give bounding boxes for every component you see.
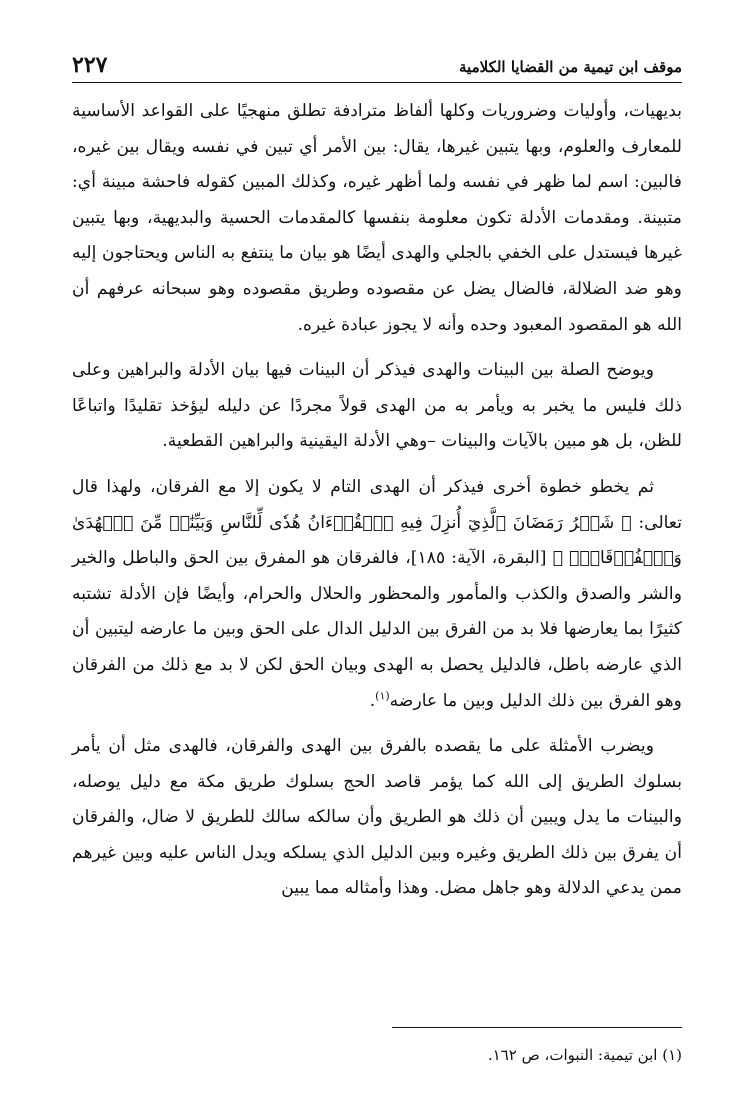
footnote: (١) ابن تيمية: النبوات، ص ١٦٢. <box>487 1046 682 1064</box>
paragraph-3-continuation: ، فالفرقان هو المفرق بين الحق والباطل والخير والشر والصدق والكذب والمأمور والمحظور والحلال والحرام، وأيضًا فإن الأدلة تشتبه كثيرًا بما يعارضها فلا بد من الفرق بين الدليل الدال على الحق وبين ما عارضه ليتبين أن الذي عارضه باطل، فالدليل يحصل به الهدى وبيان الحق لكن لا بد مع ذلك من الفرقان وهو الفرق بين ذلك الدليل وبين ما عارضه <box>72 548 682 711</box>
quran-verse: ﴿ شَهۡرُ رَمَضَانَ ٱلَّذِيٓ أُنزِلَ فِيهِ ٱلۡقُرۡءَانُ هُدٗى لِّلنَّاسِ وَبَيِّنَٰتٖ مِّنَ ٱلۡهُدَىٰ وَٱلۡفُرۡقَانِۚ ﴾ <box>72 512 682 569</box>
verse-citation: [البقرة، الآية: ١٨٥] <box>410 548 547 569</box>
header-rule <box>72 82 682 83</box>
page-header <box>72 50 682 84</box>
page-number: ٢٢٧ <box>72 52 108 78</box>
paragraph-3: ثم يخطو خطوة أخرى فيذكر أن الهدى التام لا يكون إلا مع الفرقان، ولهذا قال تعالى: ﴿ شَهۡرُ رَمَضَانَ ٱلَّذِيٓ أُنزِلَ فِيهِ ٱلۡقُرۡءَانُ هُدٗى لِّلنَّاسِ وَبَيِّنَٰتٖ مِّنَ ٱلۡهُدَىٰ وَٱلۡفُرۡقَانِۚ ﴾ [البقرة، الآية: ١٨٥]، فالفرقان هو المفرق بين الحق والباطل والخير والشر والصدق والكذب والمأمور والمحظور والحلال والحرام، وأيضًا فإن الأدلة تشتبه كثيرًا بما يعارضها فلا بد من الفرق بين الدليل الدال على الحق وبين ما عارضه ليتبين أن الذي عارضه باطل، فالدليل يحصل به الهدى وبيان الحق لكن لا بد مع ذلك من الفرقان وهو الفرق بين ذلك الدليل وبين ما عارضه$^{(١)}$. <box>72 476 682 711</box>
paragraph-1: بديهيات، وأوليات وضروريات وكلها ألفاظ مترادفة تطلق منهجيًا على القواعد الأساسية للمعارف والعلوم، وبها يتبين غيرها، يقال: بين الأمر أي تبين في نفسه ويقال بين غيره، فالبين: اسم لما ظهر في نفسه ولما أظهر غيره، وكذلك المبين كقوله فاحشة مبينة أي: متبينة. ومقدمات الأدلة تكون معلومة بنفسها كالمقدمات الحسية والبديهية، وبها يتبين غيرها فيستدل على الخفي بالجلي والهدى أيضًا هو بيان ما ينتفع به الناس ويحتاجون إليه وهو ضد الضلالة، فالضال يضل عن مقصوده وطريق مقصوده وهو سبحانه عرفهم أن الله هو المقصود المعبود وحده وأنه لا يجوز عبادة غيره. <box>72 101 682 335</box>
running-title: موقف ابن تيمية من القضايا الكلامية <box>459 58 682 76</box>
footnote-rule <box>392 1027 682 1028</box>
body-text <box>72 94 682 917</box>
paragraph-2: ويوضح الصلة بين البينات والهدى فيذكر أن البينات فيها بيان الأدلة والبراهين وعلى ذلك فليس ما يخبر به ويأمر به من الهدى قولاً مجردًا عن دليله ليؤخذ تقليدًا واتباعًا للظن، بل هو مبين بالآيات والبينات –وهي الأدلة اليقينية والبراهين القطعية. <box>72 360 682 452</box>
paragraph-4: ويضرب الأمثلة على ما يقصده بالفرق بين الهدى والفرقان، فالهدى مثل أن يأمر بسلوك الطريق إلى الله كما يؤمر قاصد الحج بسلوك طريق مكة مع دليل يوصله، والبينات ما يدل ويبين أن ذلك هو الطريق وأن سالكه سالك للطريق لا ضال، والفرقان أن يفرق بين ذلك الطريق وغيره وبين الدليل الذي يسلكه ويدل الناس عليه وبين غيرهم ممن يدعي الدلالة وهو جاهل مضل. وهذا وأمثاله مما يبين <box>72 736 682 899</box>
paragraph-3-intro: ثم يخطو خطوة أخرى فيذكر أن الهدى التام لا يكون إلا مع الفرقان، ولهذا قال تعالى: <box>72 476 682 533</box>
footnote-marker: (١) <box>375 688 390 702</box>
